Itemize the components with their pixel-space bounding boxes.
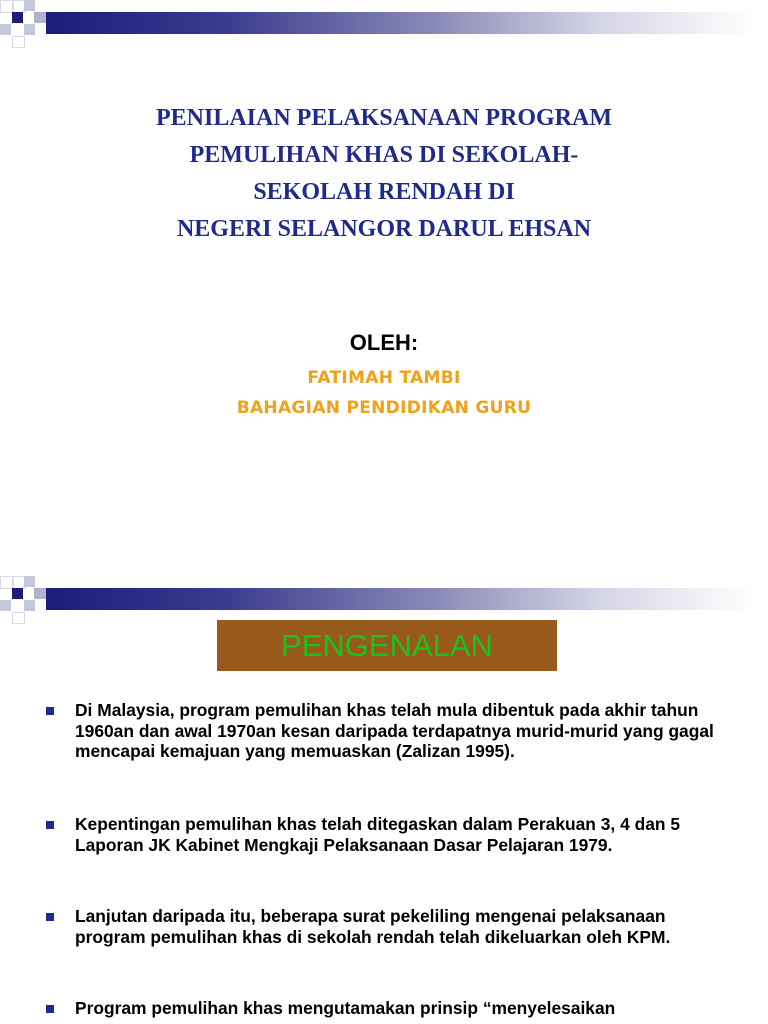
title-line: SEKOLAH RENDAH DI (253, 179, 515, 205)
author-department: BAHAGIAN PENDIDIKAN GURU (236, 398, 532, 418)
header-gradient-bar (46, 588, 754, 610)
section-title: PENGENALAN (217, 620, 557, 671)
header-decoration (0, 576, 768, 626)
title-line: PENILAIAN PELAKSANAAN PROGRAM (155, 105, 612, 131)
bullet-text: Lanjutan daripada itu, beberapa surat pekeliling mengenai pelaksanaan program pemulihan khas di sekolah rendah telah dikeluarkan oleh KPM. (75, 906, 671, 947)
square-bullet-icon (46, 913, 54, 921)
title-line: NEGERI SELANGOR DARUL EHSAN (176, 216, 592, 242)
presentation-title (0, 100, 768, 248)
introduction-slide (0, 576, 768, 1024)
bullet-text: Di Malaysia, program pemulihan khas telah mula dibentuk pada akhir tahun 1960an dan awal 1970an kesan daripada terdapatnya murid-murid yang gagal mencapai kemajuan yang memuaskan (Zalizan 1995). (75, 700, 714, 761)
square-bullet-icon (46, 1005, 54, 1013)
author-name: FATIMAH TAMBI (307, 368, 461, 388)
byline-label: OLEH: (349, 330, 419, 355)
square-bullet-icon (46, 707, 54, 715)
square-bullet-icon (46, 821, 54, 829)
title-line: PEMULIHAN KHAS DI SEKOLAH- (189, 142, 579, 168)
bullet-text: Kepentingan pemulihan khas telah ditegaskan dalam Perakuan 3, 4 dan 5 Laporan JK Kabinet Mengkaji Pelaksanaan Dasar Pelajaran 1979. (75, 814, 680, 855)
header-decoration (0, 0, 768, 50)
header-gradient-bar (46, 12, 754, 34)
bullet-text: Program pemulihan khas mengutamakan prinsip “menyelesaikan (75, 998, 616, 1018)
